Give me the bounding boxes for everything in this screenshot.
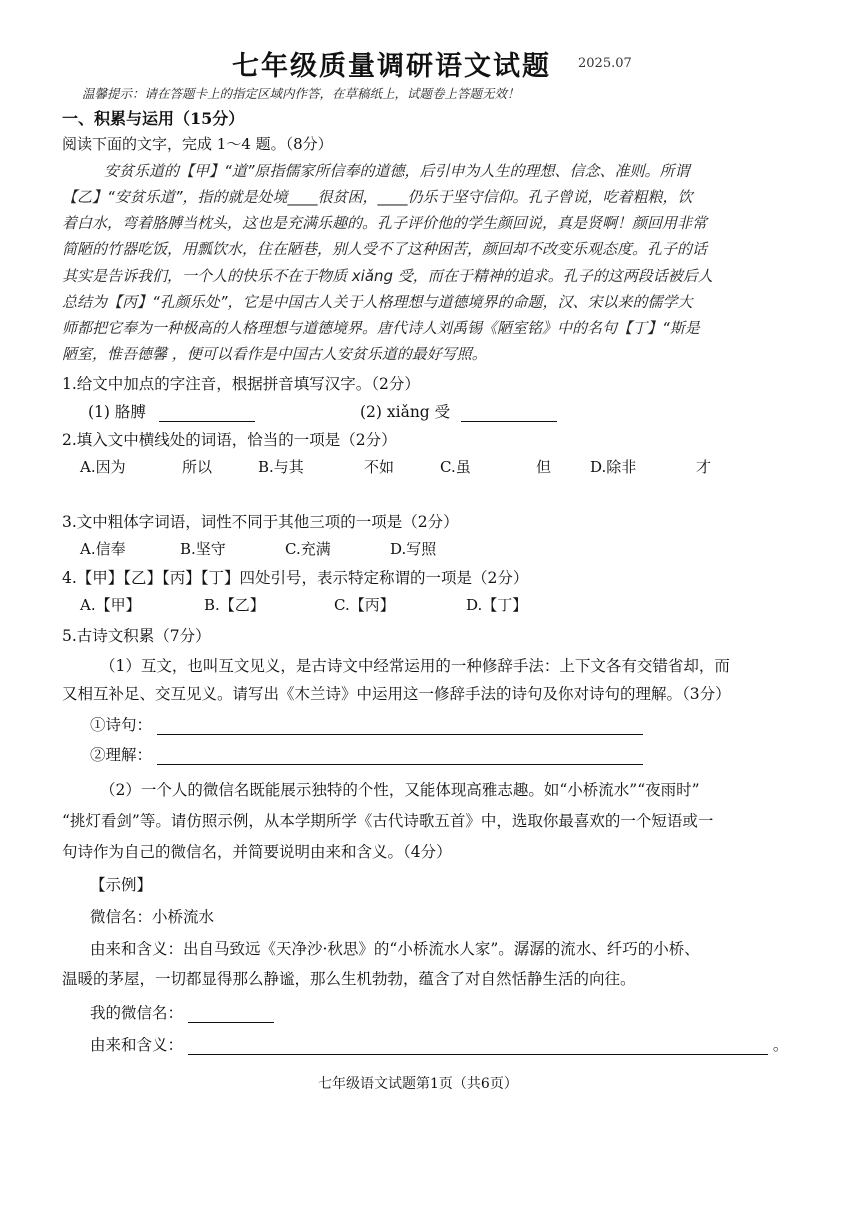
my-wechat-name-input[interactable] [188,1006,274,1023]
passage-line: 着白水，弯着胳膊当枕头，这也是充满乐趣的。孔子评价他的学生颜回说，真是贤啊！颜回用非常 [62,214,708,232]
poem-label: ①诗句： [90,716,153,734]
option-b[interactable]: B.【乙】 [204,596,265,614]
passage-line: 【乙】“安贫乐道”，指的就是处境____很贫困，____仍乐于坚守信仰。孔子曾说，吃着粗粮，饮 [62,188,693,206]
passage-line: 陋室，惟吾德馨 ，便可以看作是中国古人安贫乐道的最好写照。 [62,345,487,363]
option-d[interactable]: D.除非 [590,458,637,476]
option-c[interactable]: C.虽 [440,458,471,476]
option-b[interactable]: B.坚守 [180,540,226,558]
answer-blank-1b[interactable] [461,405,557,422]
understanding-answer-line[interactable] [157,748,643,765]
poem-answer-row [90,713,643,735]
option-d[interactable]: D.写照 [390,540,437,558]
end-mark: 。 [772,1036,789,1054]
option-c[interactable]: C.【丙】 [334,596,395,614]
poem-answer-line[interactable] [157,718,643,735]
q5-part1-line: 又相互补足、交互见义。请写出《木兰诗》中运用这一修辞手法的诗句及你对诗句的理解。（3分） [62,685,731,703]
q5-part2-line: （2）一个人的微信名既能展示独特的个性，又能体现高雅志趣。如“小桥流水”“夜雨时” [100,781,700,799]
passage-line: 安贫乐道的【甲】“道”原指儒家所信奉的道德，后引申为人生的理想、信念、准则。所谓 [104,162,690,180]
exam-date: 2025.07 [578,56,632,71]
passage-line: 师都把它奉为一种极高的人格理想与道德境界。唐代诗人刘禹锡《陋室铭》中的名句【丁】“斯是 [62,319,700,337]
warm-tip: 温馨提示：请在答题卡上的指定区域内作答，在草稿纸上，试题卷上答题无效！ [82,86,520,101]
option-b[interactable]: B.与其 [258,458,304,476]
passage-line: 简陋的竹器吃饭，用瓢饮水，住在陋巷，别人受不了这种困苦，颜回却不改变乐观态度。孔子的话 [62,240,708,258]
option-b-2: 不如 [364,458,395,476]
section-heading: 一、积累与运用（15分） [62,109,245,128]
answer-blank-1a[interactable] [159,405,255,422]
option-a[interactable]: A.因为 [80,458,126,476]
my-origin-input[interactable] [188,1038,768,1055]
question-1b [360,400,557,422]
question-2-stem: 2.填入文中横线处的词语，恰当的一项是（2分） [62,431,397,449]
question-5-stem: 5.古诗文积累（7分） [62,627,211,645]
example-origin-line: 温暖的茅屋，一切都显得那么静谧，那么生机勃勃，蕴含了对自然恬静生活的向往。 [62,970,636,988]
my-wechat-name-label: 我的微信名： [90,1004,184,1022]
exam-title: 七年级质量调研语文试题 [232,51,551,82]
question-1b-label: (2) xiǎng 受 [360,403,451,421]
option-c[interactable]: C.充满 [285,540,331,558]
option-a[interactable]: A.信奉 [80,540,126,558]
example-heading: 【示例】 [90,876,153,894]
question-1a [88,400,255,422]
passage-line: 总结为【丙】“孔颜乐处”，它是中国古人关于人格理想与道德境界的命题，汉、宋以来的儒学大 [62,293,693,311]
q5-part2-line: “挑灯看剑”等。请仿照示例，从本学期所学《古代诗歌五首》中，选取你最喜欢的一个短语或一 [62,812,714,830]
option-d-2: 才 [696,458,712,476]
q5-part1-line: （1）互文，也叫互文见义，是古诗文中经常运用的一种修辞手法：上下文各有交错省却，而 [100,657,730,675]
understanding-answer-row [90,743,643,765]
question-1-stem: 1.给文中加点的字注音，根据拼音填写汉字。（2分） [62,375,420,393]
example-wechat-name: 微信名：小桥流水 [90,908,215,926]
option-a[interactable]: A.【甲】 [80,596,141,614]
my-origin-label: 由来和含义： [90,1036,184,1054]
understanding-label: ②理解： [90,746,153,764]
q5-part2-line: 句诗作为自己的微信名，并简要说明由来和含义。（4分） [62,843,452,861]
option-a-2: 所以 [182,458,213,476]
example-origin-line: 由来和含义：出自马致远《天净沙·秋思》的“小桥流水人家”。潺潺的流水、纤巧的小桥、 [90,940,700,958]
passage-line: 其实是告诉我们，一个人的快乐不在于物质 xiǎng 受，而在于精神的追求。孔子的这两段话被后人 [62,267,713,285]
my-wechat-name-row [90,1001,274,1023]
option-c-2: 但 [536,458,552,476]
question-4-stem: 4.【甲】【乙】【丙】【丁】四处引号，表示特定称谓的一项是（2分） [62,569,529,587]
question-3-stem: 3.文中粗体字词语，词性不同于其他三项的一项是（2分） [62,513,459,531]
my-origin-row [90,1033,788,1055]
page-footer: 七年级语文试题第1页（共6页） [318,1076,518,1092]
reading-intro: 阅读下面的文字，完成 1～4 题。（8分） [62,135,333,153]
question-1a-label: (1) 胳膊 [88,403,146,421]
option-d[interactable]: D.【丁】 [466,596,528,614]
